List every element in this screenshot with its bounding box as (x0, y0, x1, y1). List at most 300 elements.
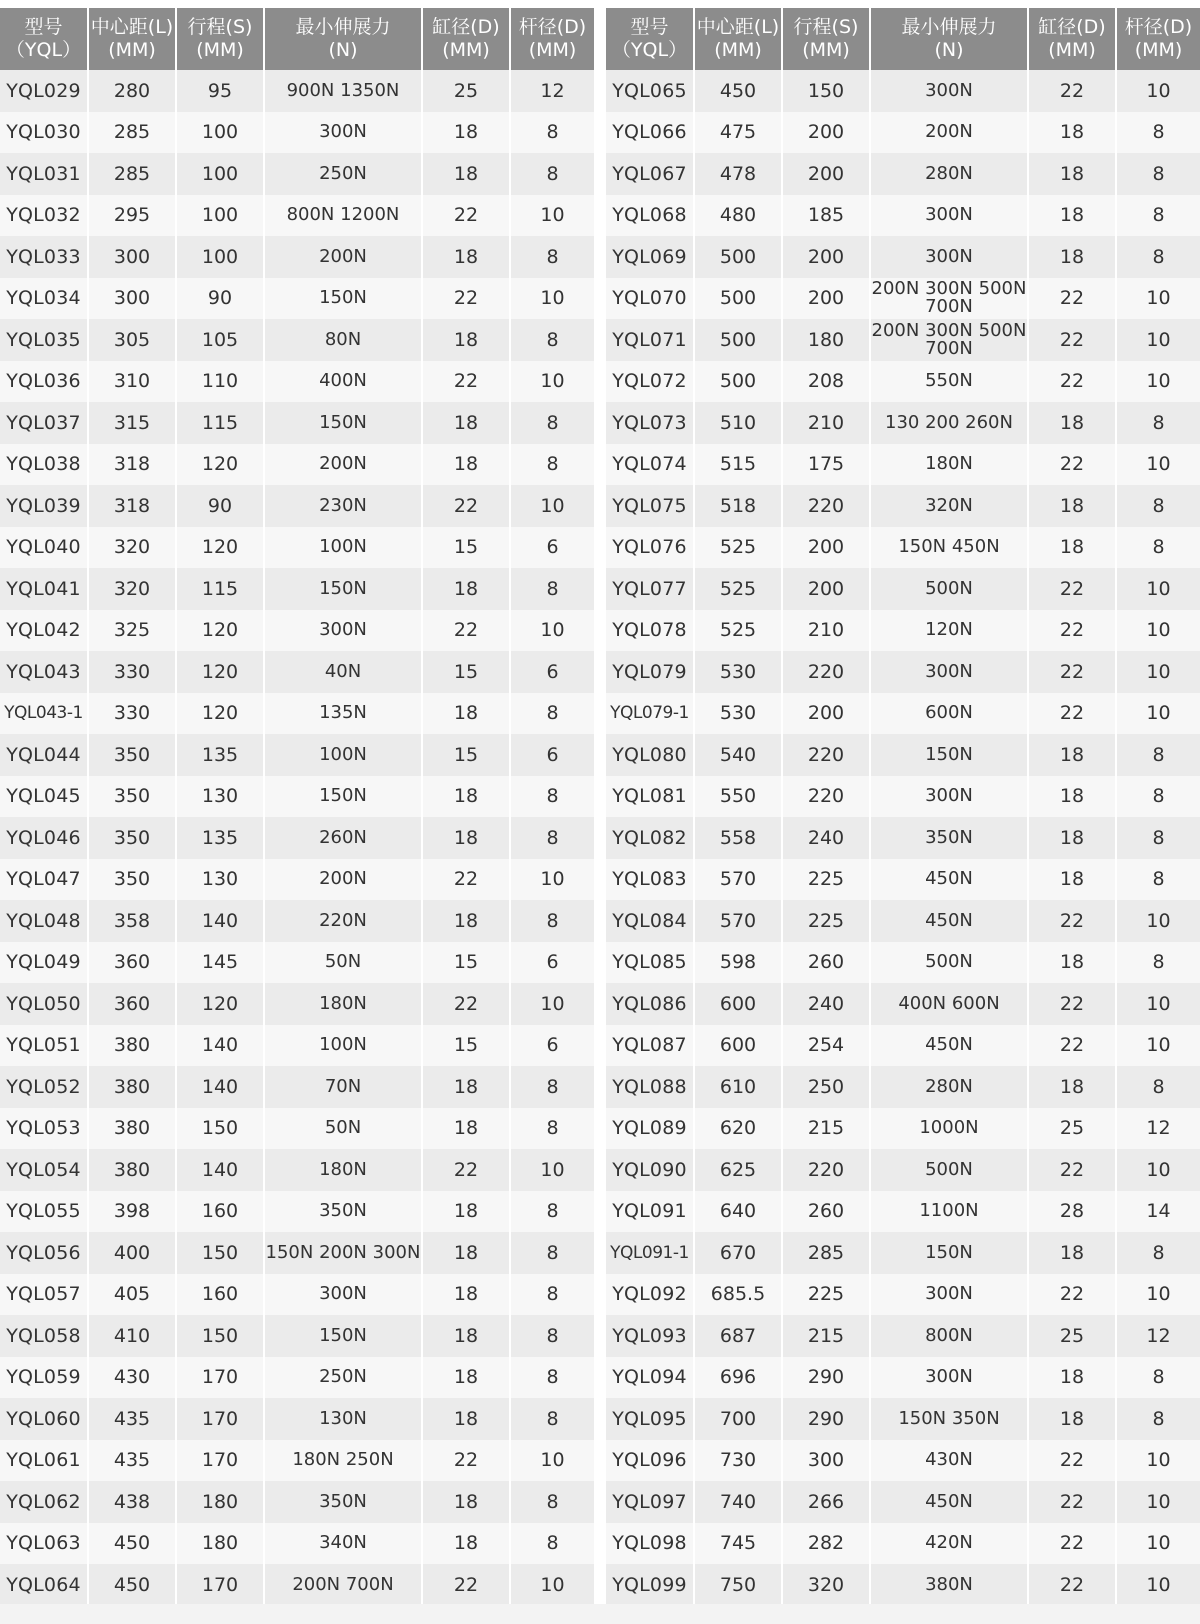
table-row (606, 236, 1200, 278)
table-row (606, 776, 1200, 818)
cell-stroke: 150 (782, 70, 870, 112)
cell-center-distance: 315 (88, 402, 176, 444)
cell-model: YQL037 (0, 402, 88, 444)
cell-stroke: 120 (176, 983, 264, 1025)
cell-model: YQL084 (606, 900, 694, 942)
cell-rod-diameter: 8 (510, 1232, 594, 1274)
cell-model: YQL092 (606, 1274, 694, 1316)
cell-cylinder-diameter: 18 (422, 1357, 510, 1399)
cell-cylinder-diameter: 18 (422, 236, 510, 278)
cell-min-extension-force: 200N 300N 500N 700N (871, 319, 1027, 359)
cell-min-extension-force: 150N (870, 734, 1028, 776)
header-label: 中心距(L) (696, 16, 780, 38)
cell-min-extension-force: 550N (870, 361, 1028, 403)
table-row (0, 527, 594, 569)
cell-model: YQL048 (0, 900, 88, 942)
cell-cylinder-diameter: 18 (1028, 236, 1116, 278)
table-row (0, 817, 594, 859)
header-rod-diameter (1116, 8, 1200, 70)
cell-model: YQL051 (0, 1025, 88, 1067)
table-row (0, 1066, 594, 1108)
table-row (0, 195, 594, 237)
cell-stroke: 120 (176, 527, 264, 569)
cell-cylinder-diameter: 22 (1028, 444, 1116, 486)
cell-rod-diameter: 8 (1116, 195, 1200, 237)
cell-rod-diameter: 10 (1116, 900, 1200, 942)
cell-min-extension-force: 450N (870, 859, 1028, 901)
table-row (0, 361, 594, 403)
cell-cylinder-diameter: 18 (422, 693, 510, 735)
table-row (0, 1440, 594, 1482)
cell-model: YQL059 (0, 1357, 88, 1399)
cell-cylinder-diameter: 18 (1028, 527, 1116, 569)
cell-stroke: 200 (782, 153, 870, 195)
cell-min-extension-force: 150N (264, 402, 422, 444)
cell-min-extension-force: 300N (870, 195, 1028, 237)
cell-model: YQL057 (0, 1274, 88, 1316)
cell-center-distance: 360 (88, 942, 176, 984)
cell-center-distance: 558 (694, 817, 782, 859)
cell-cylinder-diameter: 18 (1028, 942, 1116, 984)
cell-center-distance: 360 (88, 983, 176, 1025)
cell-min-extension-force: 250N (264, 153, 422, 195)
cell-cylinder-diameter: 18 (1028, 817, 1116, 859)
cell-cylinder-diameter: 18 (1028, 776, 1116, 818)
cell-min-extension-force: 900N 1350N (264, 70, 422, 112)
cell-stroke: 180 (782, 319, 870, 361)
cell-center-distance: 500 (694, 319, 782, 361)
cell-center-distance: 320 (88, 568, 176, 610)
cell-min-extension-force: 350N (264, 1481, 422, 1523)
cell-cylinder-diameter: 22 (422, 1149, 510, 1191)
cell-min-extension-force: 400N 600N (870, 983, 1028, 1025)
cell-min-extension-force: 150N (264, 278, 422, 320)
cell-center-distance: 475 (694, 112, 782, 154)
table-body (0, 70, 594, 1606)
cell-center-distance: 380 (88, 1025, 176, 1067)
cell-cylinder-diameter: 18 (422, 402, 510, 444)
cell-min-extension-force: 800N 1200N (264, 195, 422, 237)
table-row (0, 859, 594, 901)
cell-center-distance: 570 (694, 900, 782, 942)
cell-center-distance: 730 (694, 1440, 782, 1482)
cell-cylinder-diameter: 22 (1028, 70, 1116, 112)
cell-model: YQL065 (606, 70, 694, 112)
cell-model: YQL038 (0, 444, 88, 486)
cell-stroke: 240 (782, 817, 870, 859)
table-row (0, 1191, 594, 1233)
cell-stroke: 120 (176, 651, 264, 693)
header-label: 行程(S) (793, 16, 859, 38)
cell-model: YQL077 (606, 568, 694, 610)
cell-cylinder-diameter: 22 (1028, 319, 1116, 361)
cell-min-extension-force: 250N (264, 1357, 422, 1399)
cell-rod-diameter: 8 (510, 900, 594, 942)
cell-center-distance: 405 (88, 1274, 176, 1316)
cell-stroke: 210 (782, 610, 870, 652)
cell-model: YQL043 (0, 651, 88, 693)
cell-min-extension-force: 500N (870, 568, 1028, 610)
table-row (0, 1149, 594, 1191)
header-unit: （YQL） (611, 39, 688, 61)
cell-cylinder-diameter: 18 (422, 900, 510, 942)
cell-rod-diameter: 10 (510, 1149, 594, 1191)
cell-model: YQL061 (0, 1440, 88, 1482)
cell-min-extension-force: 135N (264, 693, 422, 735)
table-row (0, 1564, 594, 1606)
cell-stroke: 100 (176, 112, 264, 154)
cell-min-extension-force: 800N (870, 1315, 1028, 1357)
cell-center-distance: 450 (88, 1523, 176, 1565)
cell-cylinder-diameter: 18 (422, 1191, 510, 1233)
table-row (0, 1523, 594, 1565)
cell-model: YQL083 (606, 859, 694, 901)
cell-rod-diameter: 8 (1116, 527, 1200, 569)
table-row (606, 485, 1200, 527)
cell-min-extension-force: 600N (870, 693, 1028, 735)
cell-rod-diameter: 8 (510, 153, 594, 195)
cell-stroke: 215 (782, 1108, 870, 1150)
table-row (0, 1274, 594, 1316)
cell-rod-diameter: 8 (1116, 734, 1200, 776)
header-stroke (176, 8, 264, 70)
cell-model: YQL040 (0, 527, 88, 569)
cell-cylinder-diameter: 22 (1028, 651, 1116, 693)
table-row (606, 568, 1200, 610)
cell-stroke: 208 (782, 361, 870, 403)
cell-model: YQL058 (0, 1315, 88, 1357)
cell-cylinder-diameter: 25 (1028, 1315, 1116, 1357)
cell-model: YQL050 (0, 983, 88, 1025)
cell-model: YQL052 (0, 1066, 88, 1108)
cell-cylinder-diameter: 22 (1028, 278, 1116, 320)
cell-rod-diameter: 8 (1116, 1398, 1200, 1440)
cell-rod-diameter: 8 (510, 817, 594, 859)
cell-stroke: 180 (176, 1523, 264, 1565)
cell-center-distance: 625 (694, 1149, 782, 1191)
table-row (0, 485, 594, 527)
cell-min-extension-force: 1000N (870, 1108, 1028, 1150)
cell-center-distance: 438 (88, 1481, 176, 1523)
cell-min-extension-force: 150N 200N 300N (264, 1232, 422, 1274)
cell-center-distance: 670 (694, 1232, 782, 1274)
cell-min-extension-force: 180N (264, 1149, 422, 1191)
table-row (606, 651, 1200, 693)
table-row (606, 1315, 1200, 1357)
header-cylinder-diameter (422, 8, 510, 70)
cell-center-distance: 525 (694, 527, 782, 569)
cell-min-extension-force: 430N (870, 1440, 1028, 1482)
cell-rod-diameter: 10 (1116, 444, 1200, 486)
cell-stroke: 100 (176, 236, 264, 278)
cell-center-distance: 550 (694, 776, 782, 818)
cell-stroke: 210 (782, 402, 870, 444)
cell-rod-diameter: 8 (1116, 112, 1200, 154)
table-row (0, 402, 594, 444)
cell-stroke: 100 (176, 195, 264, 237)
table-row (606, 319, 1200, 361)
cell-model: YQL041 (0, 568, 88, 610)
cell-rod-diameter: 10 (1116, 361, 1200, 403)
cell-model: YQL094 (606, 1357, 694, 1399)
cell-center-distance: 435 (88, 1398, 176, 1440)
cell-rod-diameter: 6 (510, 1025, 594, 1067)
table-row (606, 734, 1200, 776)
cell-min-extension-force: 220N (264, 900, 422, 942)
cell-cylinder-diameter: 22 (1028, 568, 1116, 610)
header-stroke (782, 8, 870, 70)
cell-cylinder-diameter: 18 (422, 444, 510, 486)
cell-center-distance: 620 (694, 1108, 782, 1150)
header-unit: (MM) (1134, 39, 1183, 61)
table-row (0, 153, 594, 195)
cell-stroke: 115 (176, 402, 264, 444)
cell-center-distance: 280 (88, 70, 176, 112)
cell-center-distance: 295 (88, 195, 176, 237)
cell-center-distance: 380 (88, 1149, 176, 1191)
cell-center-distance: 300 (88, 236, 176, 278)
header-model (606, 8, 694, 70)
cell-rod-diameter: 8 (1116, 1357, 1200, 1399)
cell-stroke: 215 (782, 1315, 870, 1357)
cell-stroke: 254 (782, 1025, 870, 1067)
header-label: 杆径(D) (518, 16, 587, 38)
cell-cylinder-diameter: 22 (1028, 1564, 1116, 1606)
footer-band (0, 1604, 1200, 1624)
cell-rod-diameter: 8 (1116, 153, 1200, 195)
table-row (606, 1398, 1200, 1440)
table-row (0, 734, 594, 776)
table-row (606, 1191, 1200, 1233)
table-row (0, 942, 594, 984)
cell-model: YQL068 (606, 195, 694, 237)
cell-stroke: 200 (782, 527, 870, 569)
cell-cylinder-diameter: 22 (1028, 361, 1116, 403)
cell-cylinder-diameter: 15 (422, 527, 510, 569)
cell-stroke: 170 (176, 1398, 264, 1440)
cell-center-distance: 320 (88, 527, 176, 569)
cell-rod-diameter: 10 (1116, 610, 1200, 652)
header-unit: (MM) (196, 39, 244, 61)
cell-min-extension-force: 130N (264, 1398, 422, 1440)
cell-model: YQL099 (606, 1564, 694, 1606)
cell-min-extension-force: 200N (264, 859, 422, 901)
cell-min-extension-force: 70N (264, 1066, 422, 1108)
header-center-distance (88, 8, 176, 70)
cell-cylinder-diameter: 18 (1028, 1398, 1116, 1440)
table-row (0, 319, 594, 361)
cell-cylinder-diameter: 22 (1028, 1440, 1116, 1482)
table-row (0, 1025, 594, 1067)
cell-model: YQL046 (0, 817, 88, 859)
cell-rod-diameter: 10 (510, 1564, 594, 1606)
cell-center-distance: 435 (88, 1440, 176, 1482)
table-row (606, 1149, 1200, 1191)
cell-stroke: 200 (782, 278, 870, 320)
table-row (606, 70, 1200, 112)
cell-stroke: 200 (782, 112, 870, 154)
cell-stroke: 95 (176, 70, 264, 112)
header-unit: (MM) (442, 39, 490, 61)
table-row (0, 651, 594, 693)
cell-model: YQL078 (606, 610, 694, 652)
cell-cylinder-diameter: 22 (422, 1564, 510, 1606)
cell-rod-diameter: 10 (1116, 1274, 1200, 1316)
table-row (606, 817, 1200, 859)
cell-stroke: 180 (176, 1481, 264, 1523)
cell-rod-diameter: 10 (1116, 1149, 1200, 1191)
cell-min-extension-force: 150N (870, 1232, 1028, 1274)
header-cylinder-diameter (1028, 8, 1116, 70)
cell-min-extension-force: 150N 450N (870, 527, 1028, 569)
cell-stroke: 150 (176, 1232, 264, 1274)
cell-min-extension-force: 300N (870, 776, 1028, 818)
cell-stroke: 120 (176, 444, 264, 486)
cell-rod-diameter: 8 (510, 693, 594, 735)
cell-cylinder-diameter: 22 (422, 859, 510, 901)
cell-model: YQL089 (606, 1108, 694, 1150)
cell-rod-diameter: 10 (1116, 1523, 1200, 1565)
table-row (606, 1025, 1200, 1067)
table-row (0, 1232, 594, 1274)
cell-min-extension-force: 380N (870, 1564, 1028, 1606)
table-row (606, 1357, 1200, 1399)
cell-min-extension-force: 180N 250N (264, 1440, 422, 1482)
cell-rod-diameter: 8 (510, 1357, 594, 1399)
cell-min-extension-force: 50N (264, 942, 422, 984)
cell-center-distance: 285 (88, 112, 176, 154)
cell-model: YQL069 (606, 236, 694, 278)
cell-rod-diameter: 10 (510, 361, 594, 403)
cell-cylinder-diameter: 22 (1028, 693, 1116, 735)
cell-center-distance: 325 (88, 610, 176, 652)
cell-cylinder-diameter: 22 (422, 195, 510, 237)
cell-center-distance: 525 (694, 568, 782, 610)
cell-center-distance: 330 (88, 693, 176, 735)
cell-model: YQL053 (0, 1108, 88, 1150)
cell-center-distance: 500 (694, 361, 782, 403)
cell-stroke: 225 (782, 1274, 870, 1316)
cell-model: YQL096 (606, 1440, 694, 1482)
cell-center-distance: 750 (694, 1564, 782, 1606)
cell-min-extension-force: 130 200 260N (870, 402, 1028, 444)
cell-rod-diameter: 10 (510, 485, 594, 527)
cell-rod-diameter: 8 (1116, 236, 1200, 278)
cell-min-extension-force: 400N (264, 361, 422, 403)
header-label: 中心距(L) (90, 16, 174, 38)
table-row (606, 278, 1200, 320)
cell-min-extension-force: 100N (264, 734, 422, 776)
cell-min-extension-force: 450N (870, 900, 1028, 942)
cell-center-distance: 380 (88, 1108, 176, 1150)
cell-model: YQL072 (606, 361, 694, 403)
cell-center-distance: 570 (694, 859, 782, 901)
cell-stroke: 140 (176, 900, 264, 942)
cell-model: YQL039 (0, 485, 88, 527)
cell-model: YQL054 (0, 1149, 88, 1191)
cell-min-extension-force: 100N (264, 527, 422, 569)
cell-stroke: 145 (176, 942, 264, 984)
cell-stroke: 260 (782, 1191, 870, 1233)
cell-model: YQL071 (606, 319, 694, 361)
header-model (0, 8, 88, 70)
cell-center-distance: 500 (694, 236, 782, 278)
header-label: 最小伸展力 (295, 16, 391, 38)
cell-min-extension-force: 200N (264, 444, 422, 486)
cell-center-distance: 400 (88, 1232, 176, 1274)
table-row (606, 402, 1200, 444)
cell-rod-diameter: 8 (510, 1274, 594, 1316)
cell-center-distance: 350 (88, 817, 176, 859)
cell-model: YQL064 (0, 1564, 88, 1606)
cell-min-extension-force: 150N 350N (870, 1398, 1028, 1440)
table-row (606, 112, 1200, 154)
table-row (0, 568, 594, 610)
cell-stroke: 170 (176, 1357, 264, 1399)
cell-cylinder-diameter: 18 (1028, 1357, 1116, 1399)
cell-cylinder-diameter: 18 (422, 817, 510, 859)
cell-rod-diameter: 10 (1116, 278, 1200, 320)
cell-min-extension-force: 420N (870, 1523, 1028, 1565)
table-row (0, 900, 594, 942)
cell-center-distance: 598 (694, 942, 782, 984)
cell-stroke: 135 (176, 817, 264, 859)
cell-center-distance: 687 (694, 1315, 782, 1357)
cell-stroke: 300 (782, 1440, 870, 1482)
table-row (0, 1481, 594, 1523)
cell-center-distance: 358 (88, 900, 176, 942)
cell-rod-diameter: 10 (1116, 1481, 1200, 1523)
cell-cylinder-diameter: 25 (422, 70, 510, 112)
cell-cylinder-diameter: 18 (1028, 485, 1116, 527)
cell-cylinder-diameter: 22 (1028, 1149, 1116, 1191)
cell-rod-diameter: 6 (510, 734, 594, 776)
cell-stroke: 266 (782, 1481, 870, 1523)
table-row (606, 1274, 1200, 1316)
cell-rod-diameter: 8 (510, 1398, 594, 1440)
cell-model: YQL042 (0, 610, 88, 652)
cell-rod-diameter: 12 (1116, 1315, 1200, 1357)
cell-cylinder-diameter: 22 (1028, 610, 1116, 652)
cell-min-extension-force: 300N (264, 112, 422, 154)
cell-stroke: 170 (176, 1440, 264, 1482)
cell-model: YQL044 (0, 734, 88, 776)
cell-min-extension-force: 300N (870, 236, 1028, 278)
cell-rod-diameter: 12 (510, 70, 594, 112)
cell-stroke: 120 (176, 610, 264, 652)
cell-min-extension-force: 280N (870, 1066, 1028, 1108)
cell-cylinder-diameter: 18 (1028, 734, 1116, 776)
table-row (606, 693, 1200, 735)
cell-model: YQL032 (0, 195, 88, 237)
cell-model: YQL060 (0, 1398, 88, 1440)
cell-model: YQL079 (606, 651, 694, 693)
cell-model: YQL085 (606, 942, 694, 984)
cell-min-extension-force: 200N (870, 112, 1028, 154)
cell-stroke: 135 (176, 734, 264, 776)
cell-stroke: 220 (782, 1149, 870, 1191)
cell-rod-diameter: 6 (510, 527, 594, 569)
cell-min-extension-force: 450N (870, 1481, 1028, 1523)
header-unit: (MM) (714, 39, 762, 61)
cell-stroke: 100 (176, 153, 264, 195)
cell-rod-diameter: 8 (510, 1191, 594, 1233)
cell-rod-diameter: 12 (1116, 1108, 1200, 1150)
cell-stroke: 250 (782, 1066, 870, 1108)
spec-table-right (606, 8, 1200, 1606)
cell-center-distance: 380 (88, 1066, 176, 1108)
cell-rod-diameter: 8 (1116, 402, 1200, 444)
